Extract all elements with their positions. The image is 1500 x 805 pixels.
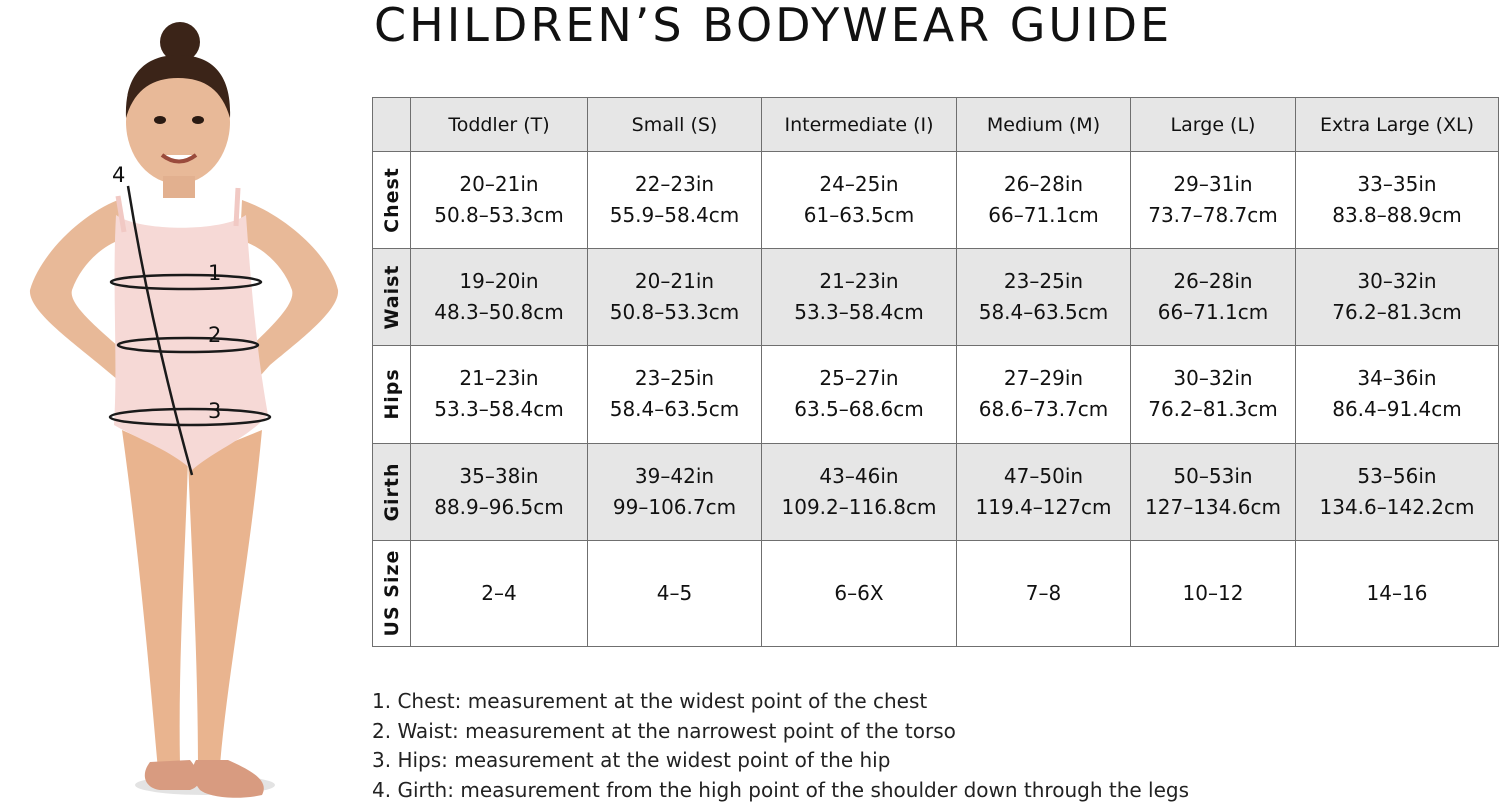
left-shoe: [145, 760, 200, 790]
table-cell: 29–31in 73.7–78.7cm: [1131, 152, 1296, 249]
table-cell: 43–46in 109.2–116.8cm: [762, 443, 957, 540]
column-header: Medium (M): [957, 98, 1131, 152]
left-leg: [122, 430, 188, 770]
row-header: Chest: [373, 152, 411, 249]
page-title: CHILDREN’S BODYWEAR GUIDE: [374, 0, 1173, 52]
table-cell: 21–23in 53.3–58.4cm: [762, 249, 957, 346]
table-cell: 39–42in 99–106.7cm: [588, 443, 762, 540]
table-cell: 35–38in 88.9–96.5cm: [411, 443, 588, 540]
row-header: Hips: [373, 346, 411, 443]
measurement-notes: [372, 687, 1492, 805]
table-header-row: [373, 98, 1499, 152]
table-cell: 4–5: [588, 540, 762, 646]
table-cell: 20–21in 50.8–53.3cm: [411, 152, 588, 249]
table-cell: 53–56in 134.6–142.2cm: [1296, 443, 1499, 540]
column-header: Extra Large (XL): [1296, 98, 1499, 152]
table-cell: 7–8: [957, 540, 1131, 646]
table-cell: 24–25in 61–63.5cm: [762, 152, 957, 249]
table-cell: 14–16: [1296, 540, 1499, 646]
right-eye: [192, 116, 204, 124]
note-hips: 3. Hips: measurement at the widest point of the hip: [372, 748, 891, 772]
marker-1: 1: [208, 261, 222, 285]
table-cell: 33–35in 83.8–88.9cm: [1296, 152, 1499, 249]
table-row-girth: [373, 443, 1499, 540]
table-cell: 30–32in 76.2–81.3cm: [1131, 346, 1296, 443]
table-cell: 30–32in 76.2–81.3cm: [1296, 249, 1499, 346]
column-header: Large (L): [1131, 98, 1296, 152]
table-cell: 25–27in 63.5–68.6cm: [762, 346, 957, 443]
table-cell: 21–23in 53.3–58.4cm: [411, 346, 588, 443]
table-row-waist: [373, 249, 1499, 346]
note-chest: 1. Chest: measurement at the widest point of the chest: [372, 689, 928, 713]
column-header: Small (S): [588, 98, 762, 152]
child-model-illustration: [0, 0, 360, 805]
table-cell: 19–20in 48.3–50.8cm: [411, 249, 588, 346]
table-row-chest: [373, 152, 1499, 249]
column-header: Intermediate (I): [762, 98, 957, 152]
table-cell: 20–21in 50.8–53.3cm: [588, 249, 762, 346]
smile: [162, 155, 196, 162]
table-cell: 50–53in 127–134.6cm: [1131, 443, 1296, 540]
corner-cell: [373, 98, 411, 152]
table-cell: 23–25in 58.4–63.5cm: [588, 346, 762, 443]
leotard: [114, 215, 268, 470]
marker-2: 2: [208, 323, 222, 347]
table-cell: 47–50in 119.4–127cm: [957, 443, 1131, 540]
table-cell: 10–12: [1131, 540, 1296, 646]
note-girth: 4. Girth: measurement from the high point of the shoulder down through the legs: [372, 777, 1190, 802]
right-leg: [188, 430, 262, 770]
table-row-hips: [373, 346, 1499, 443]
table-row-us-size: [373, 540, 1499, 646]
size-chart-table: [372, 97, 1499, 647]
table-cell: 6–6X: [762, 540, 957, 646]
neck: [163, 176, 195, 198]
right-strap: [236, 188, 238, 226]
note-waist: 2. Waist: measurement at the narrowest point of the torso: [372, 718, 956, 743]
left-eye: [154, 116, 166, 124]
row-header: Waist: [373, 249, 411, 346]
table-cell: 27–29in 68.6–73.7cm: [957, 346, 1131, 443]
table-cell: 26–28in 66–71.1cm: [1131, 249, 1296, 346]
table-cell: 23–25in 58.4–63.5cm: [957, 249, 1131, 346]
row-header: Girth: [373, 443, 411, 540]
row-header: US Size: [373, 540, 411, 646]
table-cell: 2–4: [411, 540, 588, 646]
left-arm: [30, 200, 128, 380]
table-cell: 34–36in 86.4–91.4cm: [1296, 346, 1499, 443]
column-header: Toddler (T): [411, 98, 588, 152]
table-cell: 26–28in 66–71.1cm: [957, 152, 1131, 249]
marker-4: 4: [112, 163, 126, 187]
marker-3: 3: [208, 399, 222, 423]
table-cell: 22–23in 55.9–58.4cm: [588, 152, 762, 249]
